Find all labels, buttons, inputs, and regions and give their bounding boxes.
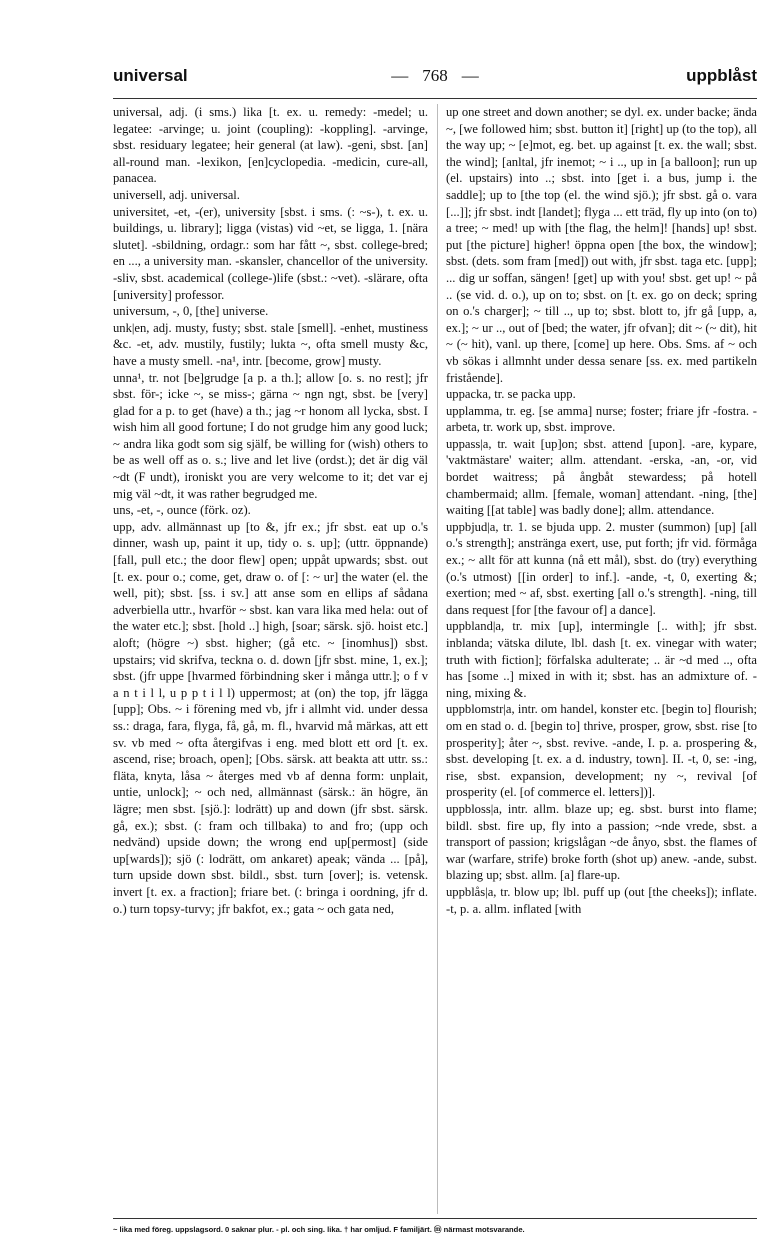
entry-universal: universal, adj. (i sms.) lika [t. ex. u. remedy: -medel; u. legatee: -arvinge; u. joint (coupling): -koppling]. -arvinge, sbst. residuary legatee; heir general (at law). -geni, sbst. [an] all-round man. -lexikon, [en]cyclopedia. -medicin, cure-all, panacea. [113,105,428,186]
entry-uppamma: upplamma, tr. eg. [se amma] nurse; foster; friare jfr -fostra. -arbeta, tr. work up, sbst. improve. [446,403,757,435]
abbreviation-legend: ~ lika med föreg. uppslagsord. 0 saknar plur. - pl. och sing. lika. † har omljud. F familjärt. ⓜ närmast motsvarande. [113,1225,525,1234]
entry-uppblasa: uppblås|a, tr. blow up; lbl. puff up (out [the cheeks]); inflate. -t, p. a. allm. inflated [with [446,884,757,916]
header-rule [113,98,757,99]
entry-uns: uns, -et, -, ounce (förk. oz). [113,503,251,518]
left-column [113,104,428,917]
footer-rule [113,1218,757,1219]
entry-uppblossa: uppbloss|a, intr. allm. blaze up; eg. sbst. burst into flame; bildl. sbst. fire up, fly into a passion; ~nde vrede, sbst. a transport of passion; krigslågan ~de ånyo, sbst. the flames of war (warfare, strife) broke forth (shot up) anew. -ande, subst. blazing up; sbst. allm. [a] flare-up. [446,801,757,883]
entry-unna: unna¹, tr. not [be]grudge [a p. a th.]; allow [o. s. no rest]; jfr sbst. för-; icke ~, se miss-; gärna ~ ngn ngt, sbst. be [very] glad for a p. to get (have) a th.; jag ~r honom all lycka, sbst. I wish him all good fortune; I do not grudge him any good luck; ~ andra lika godt som sig själf, be willing for (wish) others to be as well off as o. s.; live and let live (ordst.); det är dig väl ~dt (F undt), ironiskt you are very welcome to it; det var ej mig väl ~dt, it was rather begrudged me. [113,370,428,501]
entry-universell: universell, adj. universal. [113,187,240,202]
entry-universitet: universitet, -et, -(er), university [sbst. i sms. (: ~s-), t. ex. u. buildings, u. library]; ligga (vistas) vid ~et, se ligga, 1. [nära slutet]. -sbildning, ordagr.: som har fått ~, sbst. college-bred; en ..., a university man. -skansler, chancellor of the university. -sliv, sbst. academical (college-)life (sbst.: ~vet). -slärare, ofta [university] professor. [113,204,428,302]
dash-right: — [461,66,479,85]
entry-uppblanda: uppbland|a, tr. mix [up], intermingle [.. with]; jfr sbst. inblanda; vätska dilute, lbl. dash [t. ex. vinegar with water; truth with fiction]; förfalska adulterate; .. är ~d med .., ofta has [some ..] mixed in with it; sbst. has an admixture of. -ning, mixing &. [446,619,757,700]
entry-uppacka: uppacka, tr. se packa upp. [446,387,576,402]
entry-uppbjuda: uppbjud|a, tr. 1. se bjuda upp. 2. muster (summon) [up] [all o.'s strength]; anstränga exert, use, put forth; jfr vid. förmåga ex.; ~ allt för att kunna (nå ett mål), sbst. do (try) everything (o.'s utmost) [[in order] to inf.]. -ande, -t, 0, exerting &; exertion; med ~ af, sbst. exerting [all o.'s strength]. -ning, till dans request [for [the favour of] a dance]. [446,519,757,617]
entry-uppblomstra: uppblomstr|a, intr. om handel, konster etc. [begin to] flourish; om en stad o. d. [begin to] thrive, prosper, grow, sbst. rise [to prosperity]; åter ~, sbst. revive. -ande, I. p. a. prospering &, sbst. developing [t. ex. a d. industry, town]. II. -t, 0, se: -ing, rise, sbst. expansion, development; ny ~, revival [of prosperity (el. [of commerce el. letters])]. [446,702,757,800]
guide-word-left: universal [113,66,188,85]
entry-unken: unk|en, adj. musty, fusty; sbst. stale [smell]. -enhet, mustiness &c. -et, adv. mustily, fustily; lukta ~, ofta smell musty &c, have a musty smell. -na¹, intr. [become, grow] musty. [113,320,428,368]
page-number: 768 [422,66,448,85]
entry-upp-continued: up one street and down another; se dyl. ex. under backe; ända ~, [we followed him; sbst. button it] [right] up (to the top), all the way up; ~ [e]mot, eg. bet. up against [t. ex. the wall; sbst. the wind]; [anltal, jfr inemot; ~ i .., up in [a balloon]; run up (el. upstairs) into ..; sbst. into [get i. a bus, jump i. the saddle]; up to [the top (el. the wind sjö.); jfr sbst. gå o. vara [...]]; jfr sbst. indt [landet]; flyga ... ett träd, fly up into (on to) a tree; ~ med! up with [the flag, the helm]! [hands] up! sbst. put [the picture] higher! öppna open [the box, the window]; sbst. (dets. som fram [med]) out with, jfr sbst. taga etc. [upp]; ... dig ur soffan, sängen! [get] up with you! sbst. get up! ~ på .. (se vid. d. o.), up on to; sbst. on [t. ex. go on deck; spring on o.'s charger]; ~ till .., up to; sbst. blott to, jfr gå [upp, a, ex.]; ~ ur .., out of [bed; the water, jfr ofvan]; dit ~ (~ dit), hit ~ (~ hit), vanl. up there, [come] up here. Obs. Sms. af ~ och vb sökas i allmnht under dessa senare [ss. ex. med partikeln fristående]. [446,105,757,385]
column-divider [437,104,438,1214]
entry-upp: upp, adv. allmännast up [to &, jfr ex.; jfr sbst. eat up o.'s dinner, wash up, paint it up, tidy o. s. up]; (uttr. öppnande) [fall, pull etc.; the door flew] open; uppåt upwards; sbst. out [t. ex. pour o.; come, get, draw o. of [: ~ ur] the water (el. the well, pit); sbst. [ss. i sv.] att anse som en ellips af sådana adverbiella uttr., hvarför ~ sbst. kan vara lika med hela: out of the water etc.]; sbst. [hold ..] high, [soar; särsk. sjö. hoist etc.] aloft; (högre ~) sbst. higher; (gå etc. ~ [inomhus]) sbst. upstairs; vid skrifva, teckna o. d. down [jfr sbst. mine, 1, ex.]; sbst. (jfr uppe [hvarmed förbindning sker i många uttr.]; o f v a n t i l l, u p p t i l l) uppermost; at (on) the top, jfr lägga [upp]; Obs. ~ i förening med vb, jfr i allmht vid. under dessa ss.: draga, fara, flyga, få, gå, m. fl., hvarvid må märkas, att ett sv. vb med ~ ofta återgifvas i eng. med blott ett ord [t. ex. ascend, rise; broach, open]; [Obs. särsk. att beakta att uttr. ss.: fläta, knyta, låsa ~ återges med vb af denna form: unplait, untie, unlock]; ~ och ned, allmännast (särsk.: än högre, än lägre; men sbst. [sjö.]: lodrätt) up and down (jfr sbst. särsk. gå, ex.); sbst. (: fram och tillbaka) to and fro; (upp och nedvänd) upside down; the wrong end up[permost] (side up[wards]); sjö (: lodrätt, om ankaret) apeak; vända ... [på], turn upside down sbst. bildl., sbst. turn [over]; is. vetensk. invert [t. ex. a fraction]; friare bet. (: bringa i oordning, jfr d. o.) turn topsy-turvy; jfr bakfot, ex.; gata ~ och gata ned, [113,519,428,916]
page-number-wrap [113,66,757,86]
right-column [446,104,757,917]
dash-left: — [391,66,409,85]
page-header [113,66,757,96]
entry-universum: universum, -, 0, [the] universe. [113,304,269,319]
entry-uppassa: uppass|a, tr. wait [up]on; sbst. attend [upon]. -are, kypare, 'vaktmästare' waiter; allm. attendant. -erska, -an, -or, vid bordet waitress; på ångbåt stewardess; på hotell chambermaid; allm. [female, woman] attendant. -ning, [the] waiting [[at table] was badly done]; allm. attendance. [446,436,757,518]
guide-word-right: uppblåst [686,66,757,85]
